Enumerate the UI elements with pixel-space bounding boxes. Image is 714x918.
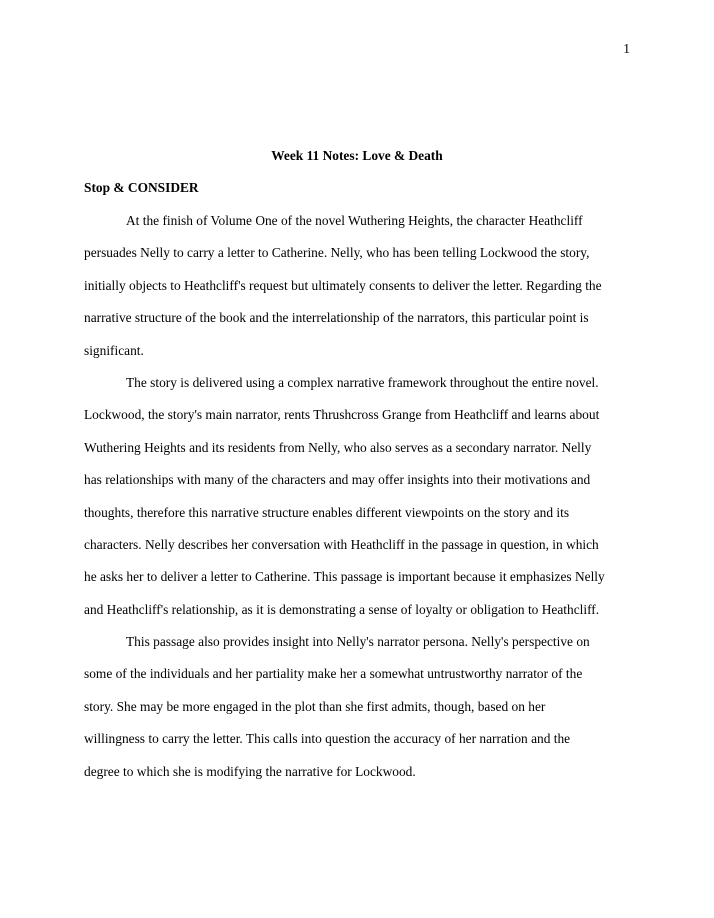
section-heading: Stop & CONSIDER: [84, 180, 199, 195]
paragraph-line: characters. Nelly describes her conversation with Heathcliff in the passage in question, in which: [84, 536, 599, 552]
paragraph-line: initially objects to Heathcliff's request but ultimately consents to deliver the letter. Regarding the: [84, 277, 602, 293]
paragraph-line: he asks her to deliver a letter to Catherine. This passage is important because it emphasizes Nelly: [84, 569, 605, 585]
paragraph-line: willingness to carry the letter. This calls into question the accuracy of her narration and the: [84, 731, 571, 747]
page-number: 1: [623, 41, 630, 56]
page-title: Week 11 Notes: Love & Death: [271, 148, 443, 163]
paragraph-line: narrative structure of the book and the interrelationship of the narrators, this particular point is: [84, 310, 589, 326]
paragraph-line: At the finish of Volume One of the novel Wuthering Heights, the character Heathcliff: [126, 213, 583, 228]
paragraph-line: Lockwood, the story's main narrator, rents Thrushcross Grange from Heathcliff and learns about: [84, 407, 600, 423]
paragraph-line: some of the individuals and her partiality make her a somewhat untrustworthy narrator of the: [84, 666, 583, 682]
body-text: [84, 205, 634, 788]
paragraph-line: thoughts, therefore this narrative structure enables different viewpoints on the story and its: [84, 504, 570, 520]
paragraph-line: Wuthering Heights and its residents from Nelly, who also serves as a secondary narrator. Nelly: [84, 439, 592, 455]
paragraph-line: The story is delivered using a complex narrative framework throughout the entire novel.: [126, 374, 599, 390]
paragraph-2: [84, 367, 634, 626]
paragraph-1: [84, 205, 634, 367]
paragraph-line: has relationships with many of the characters and may offer insights into their motivations and: [84, 472, 591, 488]
paragraph-line: degree to which she is modifying the narrative for Lockwood.: [84, 763, 416, 779]
paragraph-line: significant.: [84, 342, 144, 358]
paragraph-line: persuades Nelly to carry a letter to Catherine. Nelly, who has been telling Lockwood the story,: [84, 245, 590, 261]
paragraph-line: story. She may be more engaged in the plot than she first admits, though, based on her: [84, 698, 546, 714]
paragraph-3: [84, 626, 634, 788]
paragraph-line: This passage also provides insight into Nelly's narrator persona. Nelly's perspective on: [126, 634, 590, 650]
paragraph-line: and Heathcliff's relationship, as it is demonstrating a sense of loyalty or obligation to Heathcliff.: [84, 601, 600, 617]
